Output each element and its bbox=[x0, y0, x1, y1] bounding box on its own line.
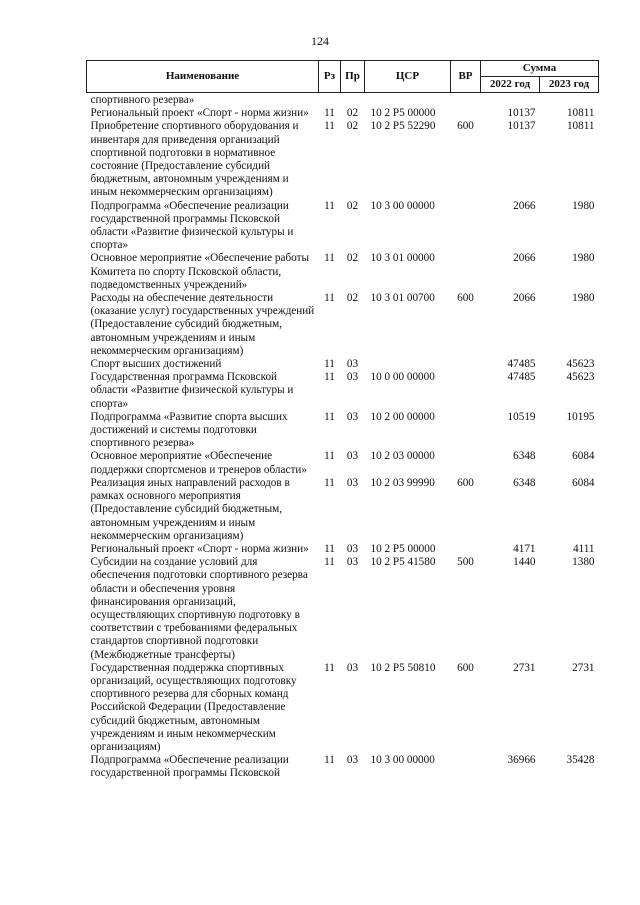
row-pr: 03 bbox=[346, 556, 359, 569]
row-sum-2023: 10195 bbox=[566, 410, 595, 423]
row-csr: 10 0 00 00000 bbox=[370, 371, 435, 384]
row-csr: 10 2 P5 41580 bbox=[370, 556, 436, 569]
row-sum-2023: 45623 bbox=[566, 371, 595, 384]
table-row bbox=[87, 252, 599, 292]
row-pr: 02 bbox=[346, 199, 359, 212]
row-pr: 03 bbox=[346, 754, 359, 767]
row-sum-2022: 10137 bbox=[507, 107, 536, 120]
header-rz: Рз bbox=[319, 61, 341, 93]
row-pr: 03 bbox=[346, 476, 359, 489]
row-sum-2023: 35428 bbox=[566, 754, 595, 767]
row-sum-2022: 2066 bbox=[513, 199, 536, 212]
row-sum-2023: 1380 bbox=[572, 556, 595, 569]
row-csr: 10 2 P5 52290 bbox=[370, 120, 436, 133]
row-csr: 10 3 00 00000 bbox=[370, 199, 435, 212]
row-vr: 600 bbox=[457, 476, 474, 489]
page-number: 124 bbox=[311, 34, 329, 48]
row-sum-2022: 1440 bbox=[513, 556, 536, 569]
row-pr: 03 bbox=[346, 661, 359, 674]
table-row bbox=[87, 93, 599, 108]
table-row bbox=[87, 371, 599, 411]
row-pr: 03 bbox=[346, 358, 359, 371]
row-sum-2023: 1980 bbox=[572, 199, 595, 212]
row-sum-2023: 4111 bbox=[572, 542, 595, 555]
row-pr: 02 bbox=[346, 120, 359, 133]
row-vr bbox=[451, 543, 481, 556]
row-rz: 11 bbox=[324, 252, 335, 265]
row-vr bbox=[451, 107, 481, 120]
row-name: Спорт высших достижений bbox=[90, 358, 222, 371]
row-rz: 11 bbox=[324, 358, 335, 371]
row-sum-2022: 47485 bbox=[507, 358, 536, 371]
row-rz: 11 bbox=[324, 410, 335, 423]
row-name: Подпрограмма «Развитие спорта высших достижений и системы подготовки спортивного резерва» bbox=[90, 410, 288, 450]
row-csr: 10 3 01 00000 bbox=[370, 252, 435, 265]
row-sum-2022: 10137 bbox=[507, 120, 536, 133]
row-rz: 11 bbox=[324, 754, 335, 767]
row-name: Подпрограмма «Обеспечение реализации государственной программы Псковской области «Развитие физической культуры и спорта» bbox=[90, 199, 294, 252]
row-sum-2022: 2066 bbox=[513, 292, 536, 305]
row-csr: 10 2 00 00000 bbox=[370, 410, 435, 423]
row-pr bbox=[341, 93, 365, 108]
row-name: Подпрограмма «Обеспечение реализации государственной программы Псковской bbox=[90, 754, 289, 780]
table-row bbox=[87, 107, 599, 120]
row-pr: 03 bbox=[346, 542, 359, 555]
table-row bbox=[87, 200, 599, 253]
row-sum-2023: 6084 bbox=[572, 476, 595, 489]
header-csr: ЦСР bbox=[365, 61, 451, 93]
row-rz: 11 bbox=[324, 199, 335, 212]
row-sum-2022 bbox=[481, 93, 540, 108]
row-name: Региональный проект «Спорт - норма жизни» bbox=[90, 542, 309, 555]
row-name: Государственная программа Псковской области «Развитие физической культуры и спорта» bbox=[90, 371, 294, 410]
row-csr: 10 2 P5 50810 bbox=[370, 661, 436, 674]
row-vr bbox=[451, 450, 481, 476]
row-vr: 600 bbox=[457, 661, 474, 674]
budget-table bbox=[86, 60, 599, 781]
table-row bbox=[87, 120, 599, 199]
table-body bbox=[87, 93, 599, 781]
header-year-2023: 2023 год bbox=[540, 77, 599, 93]
row-vr bbox=[451, 371, 481, 411]
row-rz: 11 bbox=[324, 542, 335, 555]
row-sum-2022: 47485 bbox=[507, 371, 536, 384]
row-rz: 11 bbox=[324, 292, 335, 305]
row-sum-2023 bbox=[540, 93, 599, 108]
row-sum-2023: 10811 bbox=[566, 120, 595, 133]
row-name: спортивного резерва» bbox=[90, 94, 195, 106]
row-name: Государственная поддержка спортивных организаций, осуществляющих подготовку спортивного резерва для сборных команд Российской Федерации (Предоставление субсидий бюджетным, автономным учреждениям и иным некоммерческим организациям) bbox=[90, 661, 297, 753]
row-rz bbox=[319, 93, 341, 108]
row-vr: 600 bbox=[457, 120, 474, 133]
row-rz: 11 bbox=[324, 107, 335, 120]
row-pr: 02 bbox=[346, 107, 359, 120]
table-row bbox=[87, 662, 599, 754]
row-csr: 10 3 01 00700 bbox=[370, 292, 435, 305]
row-sum-2023: 10811 bbox=[566, 107, 595, 120]
row-vr bbox=[451, 252, 481, 292]
row-name: Расходы на обеспечение деятельности (оказание услуг) государственных учреждений (Предоставление субсидий бюджетным, автономным учреждениям и иным некоммерческим организациям) bbox=[90, 292, 315, 357]
table-row bbox=[87, 543, 599, 556]
row-vr bbox=[451, 411, 481, 451]
header-year-2022: 2022 год bbox=[481, 77, 540, 93]
header-sum: Сумма bbox=[481, 61, 599, 77]
row-pr: 03 bbox=[346, 371, 359, 384]
table-row bbox=[87, 292, 599, 358]
row-vr: 600 bbox=[457, 292, 474, 305]
row-name: Приобретение спортивного оборудования и инвентаря для приведения организаций спортивной подготовки в нормативное состояние (Предоставление субсидий бюджетным, автономным учреждениям и иным некоммерческим организациям) bbox=[90, 120, 299, 199]
row-rz: 11 bbox=[324, 556, 335, 569]
row-csr bbox=[365, 358, 451, 371]
row-name: Основное мероприятие «Обеспечение работы Комитета по спорту Псковской области, подведомственных учреждений» bbox=[90, 252, 310, 291]
row-pr: 03 bbox=[346, 410, 359, 423]
row-sum-2023: 6084 bbox=[572, 450, 595, 463]
row-vr bbox=[451, 200, 481, 253]
row-name: Реализация иных направлений расходов в рамках основного мероприятия (Предоставление субсидий бюджетным, автономным учреждениям и иным некоммерческим организациям) bbox=[90, 476, 290, 542]
row-rz: 11 bbox=[324, 476, 335, 489]
row-csr: 10 3 00 00000 bbox=[370, 754, 435, 767]
row-csr: 10 2 03 99990 bbox=[370, 476, 435, 489]
row-csr: 10 2 P5 00000 bbox=[370, 542, 436, 555]
table-row bbox=[87, 411, 599, 451]
row-name: Основное мероприятие «Обеспечение поддержки спортсменов и тренеров области» bbox=[90, 450, 307, 476]
table-row bbox=[87, 556, 599, 662]
row-csr: 10 2 03 00000 bbox=[370, 450, 435, 463]
row-vr bbox=[451, 93, 481, 108]
row-sum-2022: 2066 bbox=[513, 252, 536, 265]
row-csr: 10 2 P5 00000 bbox=[370, 107, 436, 120]
table-row bbox=[87, 358, 599, 371]
row-sum-2022: 2731 bbox=[513, 661, 536, 674]
row-rz: 11 bbox=[324, 371, 335, 384]
row-sum-2023: 1980 bbox=[572, 252, 595, 265]
header-pr: Пр bbox=[341, 61, 365, 93]
row-vr bbox=[451, 358, 481, 371]
table-row bbox=[87, 477, 599, 543]
row-sum-2023: 2731 bbox=[572, 661, 595, 674]
row-rz: 11 bbox=[324, 120, 335, 133]
row-sum-2022: 36966 bbox=[507, 754, 536, 767]
row-pr: 02 bbox=[346, 252, 359, 265]
table-row bbox=[87, 754, 599, 780]
row-sum-2022: 4171 bbox=[513, 542, 536, 555]
table-row bbox=[87, 450, 599, 476]
row-rz: 11 bbox=[324, 450, 335, 463]
row-sum-2023: 1980 bbox=[572, 292, 595, 305]
row-vr: 500 bbox=[457, 556, 474, 569]
row-name: Региональный проект «Спорт - норма жизни» bbox=[90, 107, 309, 120]
row-pr: 02 bbox=[346, 292, 359, 305]
header-vr: ВР bbox=[451, 61, 481, 93]
row-sum-2022: 10519 bbox=[507, 410, 536, 423]
header-name: Наименование bbox=[87, 61, 319, 93]
row-vr bbox=[451, 754, 481, 780]
row-csr bbox=[365, 93, 451, 108]
row-sum-2022: 6348 bbox=[513, 476, 536, 489]
row-name: Субсидии на создание условий для обеспечения подготовки спортивного резерва области и обеспечения уровня финансирования организаций, осуществляющих спортивную подготовку в соответствии с требованиями федеральных стандартов спортивной подготовки (Межбюджетные трансферты) bbox=[90, 556, 308, 661]
table-header bbox=[87, 61, 599, 93]
row-sum-2022: 6348 bbox=[513, 450, 536, 463]
row-rz: 11 bbox=[324, 661, 335, 674]
row-sum-2023: 45623 bbox=[566, 358, 595, 371]
row-pr: 03 bbox=[346, 450, 359, 463]
